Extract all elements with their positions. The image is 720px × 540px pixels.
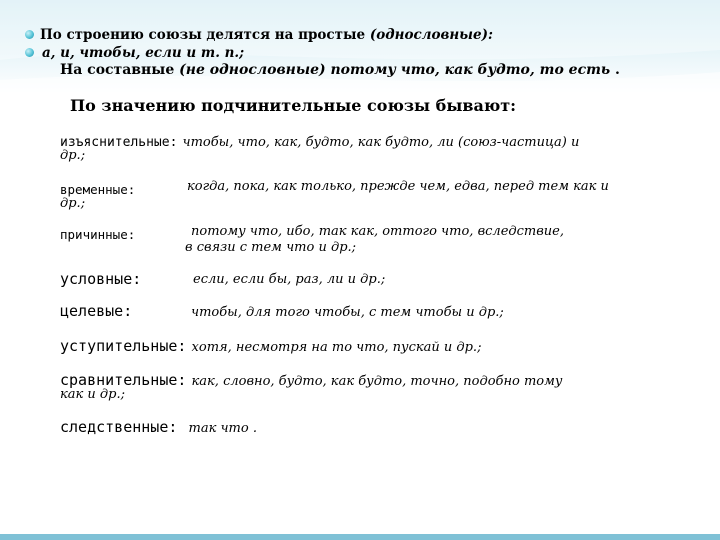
category-comparative	[60, 370, 562, 389]
category-examples: когда, пока, как только, прежде чем, едва, перед тем как и	[187, 179, 609, 194]
composite-prefix: На составные	[60, 62, 180, 78]
category-continuation: в связи с тем что и др.;	[185, 240, 357, 255]
category-concessive	[60, 336, 481, 355]
category-purpose-term: целевые:	[60, 302, 133, 320]
bullet-emphasis: (однословные):	[369, 27, 493, 43]
category-causal	[60, 224, 135, 243]
category-term: сравнительные:	[60, 371, 187, 389]
category-continuation: др.;	[60, 196, 86, 211]
section-subtitle: По значению подчинительные союзы бывают:	[70, 96, 517, 115]
bullet-text: По строению союзы делятся на простые	[40, 27, 370, 43]
category-examples: хотя, несмотря на то что, пускай и др.;	[191, 340, 482, 355]
category-examples: потому что, ибо, так как, оттого что, вследствие,	[191, 224, 564, 239]
composite-examples: потому что, как будто, то есть	[325, 62, 611, 78]
bullet-icon	[25, 30, 34, 39]
category-explanatory	[60, 131, 579, 150]
composite-line	[60, 62, 620, 78]
category-continuation: др.;	[60, 148, 86, 163]
bullet-icon	[25, 48, 34, 57]
category-term: причинные:	[60, 227, 136, 242]
category-consecutive	[60, 417, 257, 436]
composite-suffix: .	[610, 62, 620, 78]
bottom-accent-bar	[0, 534, 720, 540]
category-term: уступительные:	[60, 337, 187, 355]
category-purpose-examples: чтобы, для того чтобы, с тем чтобы и др.;	[191, 305, 504, 320]
bullet-line-structure	[40, 27, 493, 43]
category-term: следственные:	[60, 418, 178, 436]
bullet-text: а, и, чтобы, если и т. п.;	[42, 45, 245, 61]
category-examples: так что .	[188, 421, 257, 436]
category-term: изъяснительные:	[60, 135, 178, 150]
category-conditional-examples: если, если бы, раз, ли и др.;	[193, 272, 386, 287]
bullet-line-simple-examples	[42, 45, 244, 61]
category-conditional-term: условные:	[60, 270, 142, 288]
category-examples: как, словно, будто, как будто, точно, подобно тому	[191, 374, 563, 389]
composite-emph: (не однословные)	[179, 62, 326, 78]
category-examples: чтобы, что, как, будто, как будто, ли (союз-частица) и	[182, 135, 580, 150]
category-term: временные:	[60, 182, 136, 197]
category-continuation: как и др.;	[60, 387, 125, 402]
